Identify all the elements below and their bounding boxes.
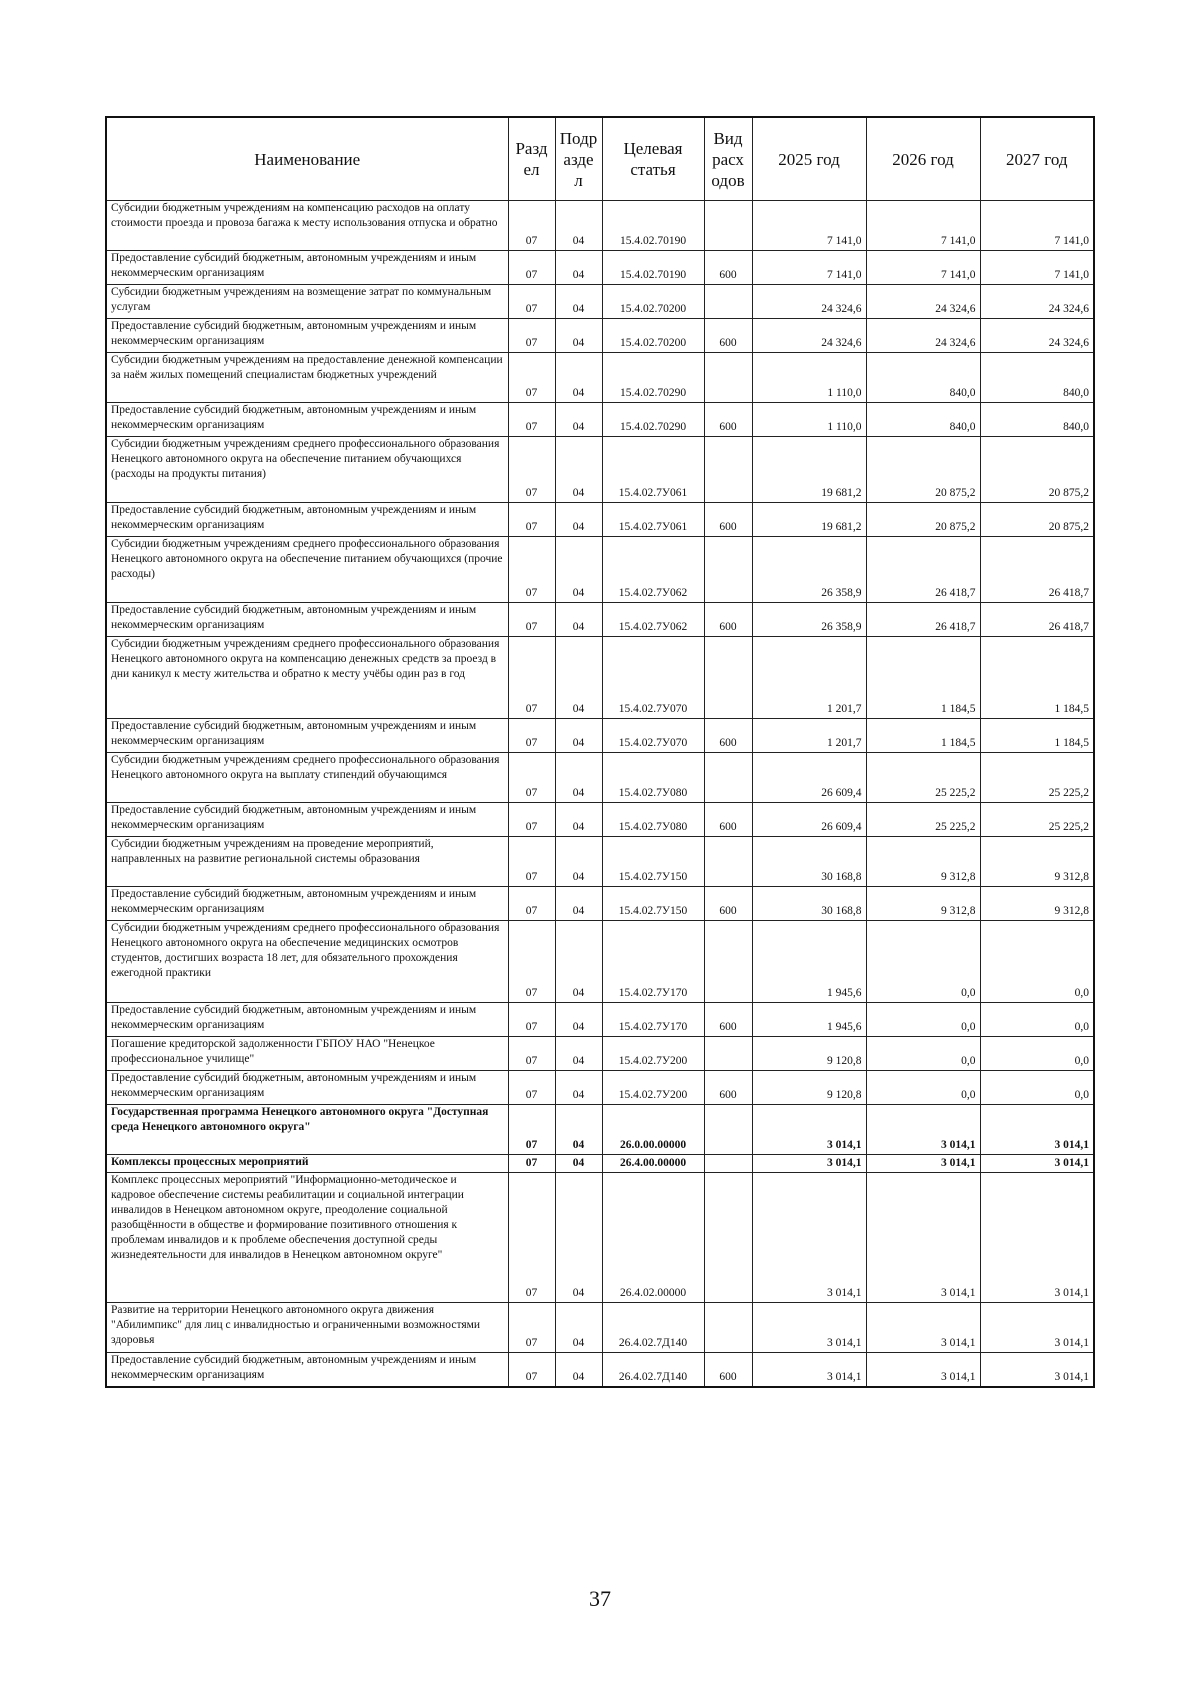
table-row xyxy=(106,285,1094,319)
row-name: Предоставление субсидий бюджетным, автономным учреждениям и иным некоммерческим организациям xyxy=(106,603,508,637)
row-target: 15.4.02.7У170 xyxy=(602,921,704,1003)
row-subsection: 04 xyxy=(555,1303,602,1353)
row-target: 15.4.02.7У061 xyxy=(602,503,704,537)
row-expense-type xyxy=(704,637,752,719)
row-name: Предоставление субсидий бюджетным, автономным учреждениям и иным некоммерческим организациям xyxy=(106,403,508,437)
table-row xyxy=(106,201,1094,251)
row-value-2026: 840,0 xyxy=(866,353,980,403)
row-expense-type: 600 xyxy=(704,1071,752,1105)
row-name: Предоставление субсидий бюджетным, автономным учреждениям и иным некоммерческим организациям xyxy=(106,719,508,753)
row-target: 26.4.02.7Д140 xyxy=(602,1303,704,1353)
row-value-2025: 3 014,1 xyxy=(752,1303,866,1353)
header-expense-type xyxy=(704,117,752,201)
row-name: Предоставление субсидий бюджетным, автономным учреждениям и иным некоммерческим организациям xyxy=(106,803,508,837)
table-row xyxy=(106,603,1094,637)
row-value-2027: 25 225,2 xyxy=(980,753,1094,803)
row-expense-type xyxy=(704,353,752,403)
row-subsection: 04 xyxy=(555,803,602,837)
table-row xyxy=(106,319,1094,353)
row-section: 07 xyxy=(508,503,555,537)
row-name: Комплексы процессных мероприятий xyxy=(106,1155,508,1173)
row-value-2025: 1 945,6 xyxy=(752,921,866,1003)
row-subsection: 04 xyxy=(555,503,602,537)
row-expense-type xyxy=(704,201,752,251)
row-expense-type xyxy=(704,437,752,503)
row-expense-type: 600 xyxy=(704,603,752,637)
row-subsection: 04 xyxy=(555,437,602,503)
row-section: 07 xyxy=(508,285,555,319)
row-target: 15.4.02.70290 xyxy=(602,403,704,437)
row-name: Субсидии бюджетным учреждениям среднего профессионального образования Ненецкого автономного округа на обеспечение питанием обучающихся (расходы на продукты питания) xyxy=(106,437,508,503)
row-name: Предоставление субсидий бюджетным, автономным учреждениям и иным некоммерческим организациям xyxy=(106,319,508,353)
row-section: 07 xyxy=(508,1037,555,1071)
row-value-2025: 26 609,4 xyxy=(752,753,866,803)
row-expense-type: 600 xyxy=(704,251,752,285)
row-value-2025: 3 014,1 xyxy=(752,1105,866,1155)
row-subsection: 04 xyxy=(555,753,602,803)
row-name: Предоставление субсидий бюджетным, автономным учреждениям и иным некоммерческим организациям xyxy=(106,1003,508,1037)
table-row xyxy=(106,353,1094,403)
row-subsection: 04 xyxy=(555,353,602,403)
row-subsection: 04 xyxy=(555,403,602,437)
header-subsection xyxy=(555,117,602,201)
row-value-2025: 7 141,0 xyxy=(752,251,866,285)
row-expense-type: 600 xyxy=(704,1353,752,1387)
row-value-2027: 3 014,1 xyxy=(980,1353,1094,1387)
row-name: Субсидии бюджетным учреждениям на компенсацию расходов на оплату стоимости проезда и провоза багажа к месту использования отпуска и обратно xyxy=(106,201,508,251)
table-row xyxy=(106,1353,1094,1387)
row-subsection: 04 xyxy=(555,201,602,251)
table-row xyxy=(106,251,1094,285)
table-row xyxy=(106,887,1094,921)
row-value-2026: 25 225,2 xyxy=(866,753,980,803)
row-name: Субсидии бюджетным учреждениям среднего профессионального образования Ненецкого автономного округа на обеспечение питанием обучающихся (прочие расходы) xyxy=(106,537,508,603)
row-value-2025: 26 358,9 xyxy=(752,603,866,637)
row-subsection: 04 xyxy=(555,719,602,753)
row-name: Субсидии бюджетным учреждениям среднего профессионального образования Ненецкого автономного округа на выплату стипендий обучающимся xyxy=(106,753,508,803)
row-value-2025: 1 201,7 xyxy=(752,719,866,753)
row-subsection: 04 xyxy=(555,319,602,353)
row-value-2025: 26 358,9 xyxy=(752,537,866,603)
row-section: 07 xyxy=(508,1353,555,1387)
table-row xyxy=(106,1173,1094,1303)
row-value-2025: 26 609,4 xyxy=(752,803,866,837)
row-target: 26.4.02.00000 xyxy=(602,1173,704,1303)
row-value-2027: 20 875,2 xyxy=(980,503,1094,537)
row-expense-type: 600 xyxy=(704,1003,752,1037)
row-value-2025: 9 120,8 xyxy=(752,1071,866,1105)
row-name: Субсидии бюджетным учреждениям на возмещение затрат по коммунальным услугам xyxy=(106,285,508,319)
row-expense-type xyxy=(704,753,752,803)
row-value-2026: 9 312,8 xyxy=(866,837,980,887)
row-value-2026: 20 875,2 xyxy=(866,503,980,537)
row-name: Субсидии бюджетным учреждениям на предоставление денежной компенсации за наём жилых помещений специалистам бюджетных учреждений xyxy=(106,353,508,403)
row-target: 15.4.02.7У080 xyxy=(602,803,704,837)
row-section: 07 xyxy=(508,603,555,637)
row-section: 07 xyxy=(508,719,555,753)
row-value-2027: 0,0 xyxy=(980,1071,1094,1105)
row-value-2026: 0,0 xyxy=(866,921,980,1003)
row-subsection: 04 xyxy=(555,251,602,285)
row-target: 15.4.02.7У070 xyxy=(602,637,704,719)
row-target: 26.4.00.00000 xyxy=(602,1155,704,1173)
row-subsection: 04 xyxy=(555,537,602,603)
row-value-2027: 1 184,5 xyxy=(980,719,1094,753)
row-subsection: 04 xyxy=(555,1037,602,1071)
row-value-2025: 1 201,7 xyxy=(752,637,866,719)
row-target: 15.4.02.7У062 xyxy=(602,603,704,637)
row-value-2025: 30 168,8 xyxy=(752,837,866,887)
row-expense-type xyxy=(704,537,752,603)
row-value-2026: 26 418,7 xyxy=(866,537,980,603)
row-target: 15.4.02.7У080 xyxy=(602,753,704,803)
row-value-2025: 3 014,1 xyxy=(752,1173,866,1303)
row-value-2026: 3 014,1 xyxy=(866,1155,980,1173)
row-target: 15.4.02.7У150 xyxy=(602,887,704,921)
row-expense-type: 600 xyxy=(704,887,752,921)
row-section: 07 xyxy=(508,887,555,921)
table-row xyxy=(106,753,1094,803)
row-expense-type xyxy=(704,921,752,1003)
row-section: 07 xyxy=(508,921,555,1003)
table-row xyxy=(106,1155,1094,1173)
row-section: 07 xyxy=(508,1303,555,1353)
row-value-2025: 1 945,6 xyxy=(752,1003,866,1037)
row-target: 15.4.02.70190 xyxy=(602,201,704,251)
row-value-2027: 0,0 xyxy=(980,1003,1094,1037)
row-target: 26.4.02.7Д140 xyxy=(602,1353,704,1387)
table-row xyxy=(106,921,1094,1003)
row-name: Субсидии бюджетным учреждениям среднего профессионального образования Ненецкого автономного округа на обеспечение медицинских осмотров студентов, достигших возраста 18 лет, для обязательного прохождения ежегодной практики xyxy=(106,921,508,1003)
row-value-2025: 24 324,6 xyxy=(752,285,866,319)
row-value-2026: 25 225,2 xyxy=(866,803,980,837)
row-value-2027: 9 312,8 xyxy=(980,887,1094,921)
row-subsection: 04 xyxy=(555,921,602,1003)
row-section: 07 xyxy=(508,201,555,251)
row-expense-type: 600 xyxy=(704,403,752,437)
header-2025: 2025 год xyxy=(752,117,866,201)
row-value-2027: 26 418,7 xyxy=(980,537,1094,603)
row-name: Предоставление субсидий бюджетным, автономным учреждениям и иным некоммерческим организациям xyxy=(106,887,508,921)
row-value-2025: 7 141,0 xyxy=(752,201,866,251)
row-value-2025: 1 110,0 xyxy=(752,353,866,403)
row-expense-type: 600 xyxy=(704,803,752,837)
row-section: 07 xyxy=(508,1003,555,1037)
row-value-2026: 0,0 xyxy=(866,1071,980,1105)
row-value-2026: 3 014,1 xyxy=(866,1105,980,1155)
row-name: Предоставление субсидий бюджетным, автономным учреждениям и иным некоммерческим организациям xyxy=(106,1071,508,1105)
header-target xyxy=(602,117,704,201)
row-value-2026: 7 141,0 xyxy=(866,201,980,251)
row-value-2026: 20 875,2 xyxy=(866,437,980,503)
row-value-2025: 9 120,8 xyxy=(752,1037,866,1071)
header-name: Наименование xyxy=(106,117,508,201)
row-value-2027: 3 014,1 xyxy=(980,1155,1094,1173)
row-value-2026: 26 418,7 xyxy=(866,603,980,637)
row-name: Погашение кредиторской задолженности ГБПОУ НАО "Ненецкое профессиональное училище" xyxy=(106,1037,508,1071)
table-row xyxy=(106,1037,1094,1071)
row-subsection: 04 xyxy=(555,1003,602,1037)
row-target: 15.4.02.7У150 xyxy=(602,837,704,887)
row-subsection: 04 xyxy=(555,837,602,887)
row-value-2027: 1 184,5 xyxy=(980,637,1094,719)
page-number: 37 xyxy=(589,1586,611,1611)
table-row xyxy=(106,803,1094,837)
row-expense-type: 600 xyxy=(704,503,752,537)
table-row xyxy=(106,1003,1094,1037)
row-section: 07 xyxy=(508,753,555,803)
header-section xyxy=(508,117,555,201)
row-section: 07 xyxy=(508,837,555,887)
header-expense-type-text: Вид расх одов xyxy=(711,128,745,190)
row-subsection: 04 xyxy=(555,887,602,921)
table-row xyxy=(106,1071,1094,1105)
table-row xyxy=(106,437,1094,503)
table-row xyxy=(106,403,1094,437)
table-row xyxy=(106,503,1094,537)
row-value-2027: 3 014,1 xyxy=(980,1105,1094,1155)
row-value-2027: 840,0 xyxy=(980,353,1094,403)
row-section: 07 xyxy=(508,537,555,603)
table-row xyxy=(106,637,1094,719)
row-target: 15.4.02.7У170 xyxy=(602,1003,704,1037)
row-subsection: 04 xyxy=(555,603,602,637)
row-value-2026: 24 324,6 xyxy=(866,285,980,319)
row-section: 07 xyxy=(508,803,555,837)
row-section: 07 xyxy=(508,1105,555,1155)
table-row xyxy=(106,1105,1094,1155)
row-target: 15.4.02.70200 xyxy=(602,319,704,353)
row-subsection: 04 xyxy=(555,1353,602,1387)
row-expense-type xyxy=(704,1037,752,1071)
row-value-2027: 3 014,1 xyxy=(980,1303,1094,1353)
row-subsection: 04 xyxy=(555,637,602,719)
row-section: 07 xyxy=(508,251,555,285)
row-section: 07 xyxy=(508,403,555,437)
row-name: Государственная программа Ненецкого автономного округа "Доступная среда Ненецкого автономного округа" xyxy=(106,1105,508,1155)
row-expense-type xyxy=(704,837,752,887)
row-name: Развитие на территории Ненецкого автономного округа движения "Абилимпикс" для лиц с инвалидностью и ограниченными возможностями здоровья xyxy=(106,1303,508,1353)
row-target: 15.4.02.70200 xyxy=(602,285,704,319)
row-value-2027: 24 324,6 xyxy=(980,319,1094,353)
row-name: Предоставление субсидий бюджетным, автономным учреждениям и иным некоммерческим организациям xyxy=(106,503,508,537)
row-target: 15.4.02.7У200 xyxy=(602,1037,704,1071)
table-row xyxy=(106,537,1094,603)
row-value-2027: 25 225,2 xyxy=(980,803,1094,837)
row-target: 26.0.00.00000 xyxy=(602,1105,704,1155)
row-value-2027: 840,0 xyxy=(980,403,1094,437)
table-body xyxy=(106,201,1094,1387)
row-value-2026: 0,0 xyxy=(866,1003,980,1037)
row-section: 07 xyxy=(508,437,555,503)
row-section: 07 xyxy=(508,1071,555,1105)
row-value-2027: 20 875,2 xyxy=(980,437,1094,503)
row-subsection: 04 xyxy=(555,1155,602,1173)
row-target: 15.4.02.7У061 xyxy=(602,437,704,503)
row-value-2026: 24 324,6 xyxy=(866,319,980,353)
row-target: 15.4.02.7У200 xyxy=(602,1071,704,1105)
row-value-2025: 24 324,6 xyxy=(752,319,866,353)
row-value-2027: 7 141,0 xyxy=(980,251,1094,285)
budget-table xyxy=(105,116,1095,1388)
row-target: 15.4.02.7У070 xyxy=(602,719,704,753)
row-value-2027: 0,0 xyxy=(980,1037,1094,1071)
row-expense-type xyxy=(704,1173,752,1303)
row-expense-type xyxy=(704,285,752,319)
row-subsection: 04 xyxy=(555,285,602,319)
row-name: Комплекс процессных мероприятий "Информационно-методическое и кадровое обеспечение системы реабилитации и социальной интеграции инвалидов в Ненецком автономном округе, преодоление социальной разобщённости в обществе и формирование позитивного отношения к проблемам инвалидов и к проблеме обеспечения доступной среды жизнедеятельности для инвалидов в Ненецком автономном округе" xyxy=(106,1173,508,1303)
header-section-text: Разд ел xyxy=(515,139,548,179)
header-2027: 2027 год xyxy=(980,117,1094,201)
row-subsection: 04 xyxy=(555,1105,602,1155)
row-value-2026: 7 141,0 xyxy=(866,251,980,285)
row-value-2026: 3 014,1 xyxy=(866,1173,980,1303)
row-value-2026: 3 014,1 xyxy=(866,1303,980,1353)
row-name: Субсидии бюджетным учреждениям на проведение мероприятий, направленных на развитие региональной системы образования xyxy=(106,837,508,887)
row-value-2027: 9 312,8 xyxy=(980,837,1094,887)
row-target: 15.4.02.70190 xyxy=(602,251,704,285)
table-row xyxy=(106,837,1094,887)
row-value-2027: 7 141,0 xyxy=(980,201,1094,251)
row-target: 15.4.02.70290 xyxy=(602,353,704,403)
row-value-2026: 840,0 xyxy=(866,403,980,437)
row-value-2026: 3 014,1 xyxy=(866,1353,980,1387)
row-section: 07 xyxy=(508,353,555,403)
row-section: 07 xyxy=(508,637,555,719)
row-subsection: 04 xyxy=(555,1173,602,1303)
row-value-2027: 0,0 xyxy=(980,921,1094,1003)
row-value-2025: 1 110,0 xyxy=(752,403,866,437)
row-section: 07 xyxy=(508,1155,555,1173)
row-value-2026: 1 184,5 xyxy=(866,719,980,753)
row-subsection: 04 xyxy=(555,1071,602,1105)
row-expense-type xyxy=(704,1105,752,1155)
row-expense-type xyxy=(704,1155,752,1173)
row-name: Предоставление субсидий бюджетным, автономным учреждениям и иным некоммерческим организациям xyxy=(106,1353,508,1387)
row-value-2027: 3 014,1 xyxy=(980,1173,1094,1303)
row-value-2025: 19 681,2 xyxy=(752,503,866,537)
row-value-2026: 1 184,5 xyxy=(866,637,980,719)
header-target-text: Целевая статья xyxy=(623,139,683,179)
table-header-row xyxy=(106,117,1094,201)
row-name: Субсидии бюджетным учреждениям среднего профессионального образования Ненецкого автономного округа на компенсацию денежных средств за проезд в дни каникул к месту жительства и обратно к месту учёбы один раз в год xyxy=(106,637,508,719)
row-value-2026: 0,0 xyxy=(866,1037,980,1071)
row-value-2025: 19 681,2 xyxy=(752,437,866,503)
table-row xyxy=(106,1303,1094,1353)
row-expense-type: 600 xyxy=(704,319,752,353)
row-section: 07 xyxy=(508,1173,555,1303)
row-value-2026: 9 312,8 xyxy=(866,887,980,921)
row-value-2027: 24 324,6 xyxy=(980,285,1094,319)
row-expense-type xyxy=(704,1303,752,1353)
header-subsection-text: Подр азде л xyxy=(559,128,598,190)
row-name: Предоставление субсидий бюджетным, автономным учреждениям и иным некоммерческим организациям xyxy=(106,251,508,285)
row-value-2025: 30 168,8 xyxy=(752,887,866,921)
header-2026: 2026 год xyxy=(866,117,980,201)
row-value-2025: 3 014,1 xyxy=(752,1353,866,1387)
row-section: 07 xyxy=(508,319,555,353)
table-row xyxy=(106,719,1094,753)
row-expense-type: 600 xyxy=(704,719,752,753)
row-value-2027: 26 418,7 xyxy=(980,603,1094,637)
row-value-2025: 3 014,1 xyxy=(752,1155,866,1173)
row-target: 15.4.02.7У062 xyxy=(602,537,704,603)
